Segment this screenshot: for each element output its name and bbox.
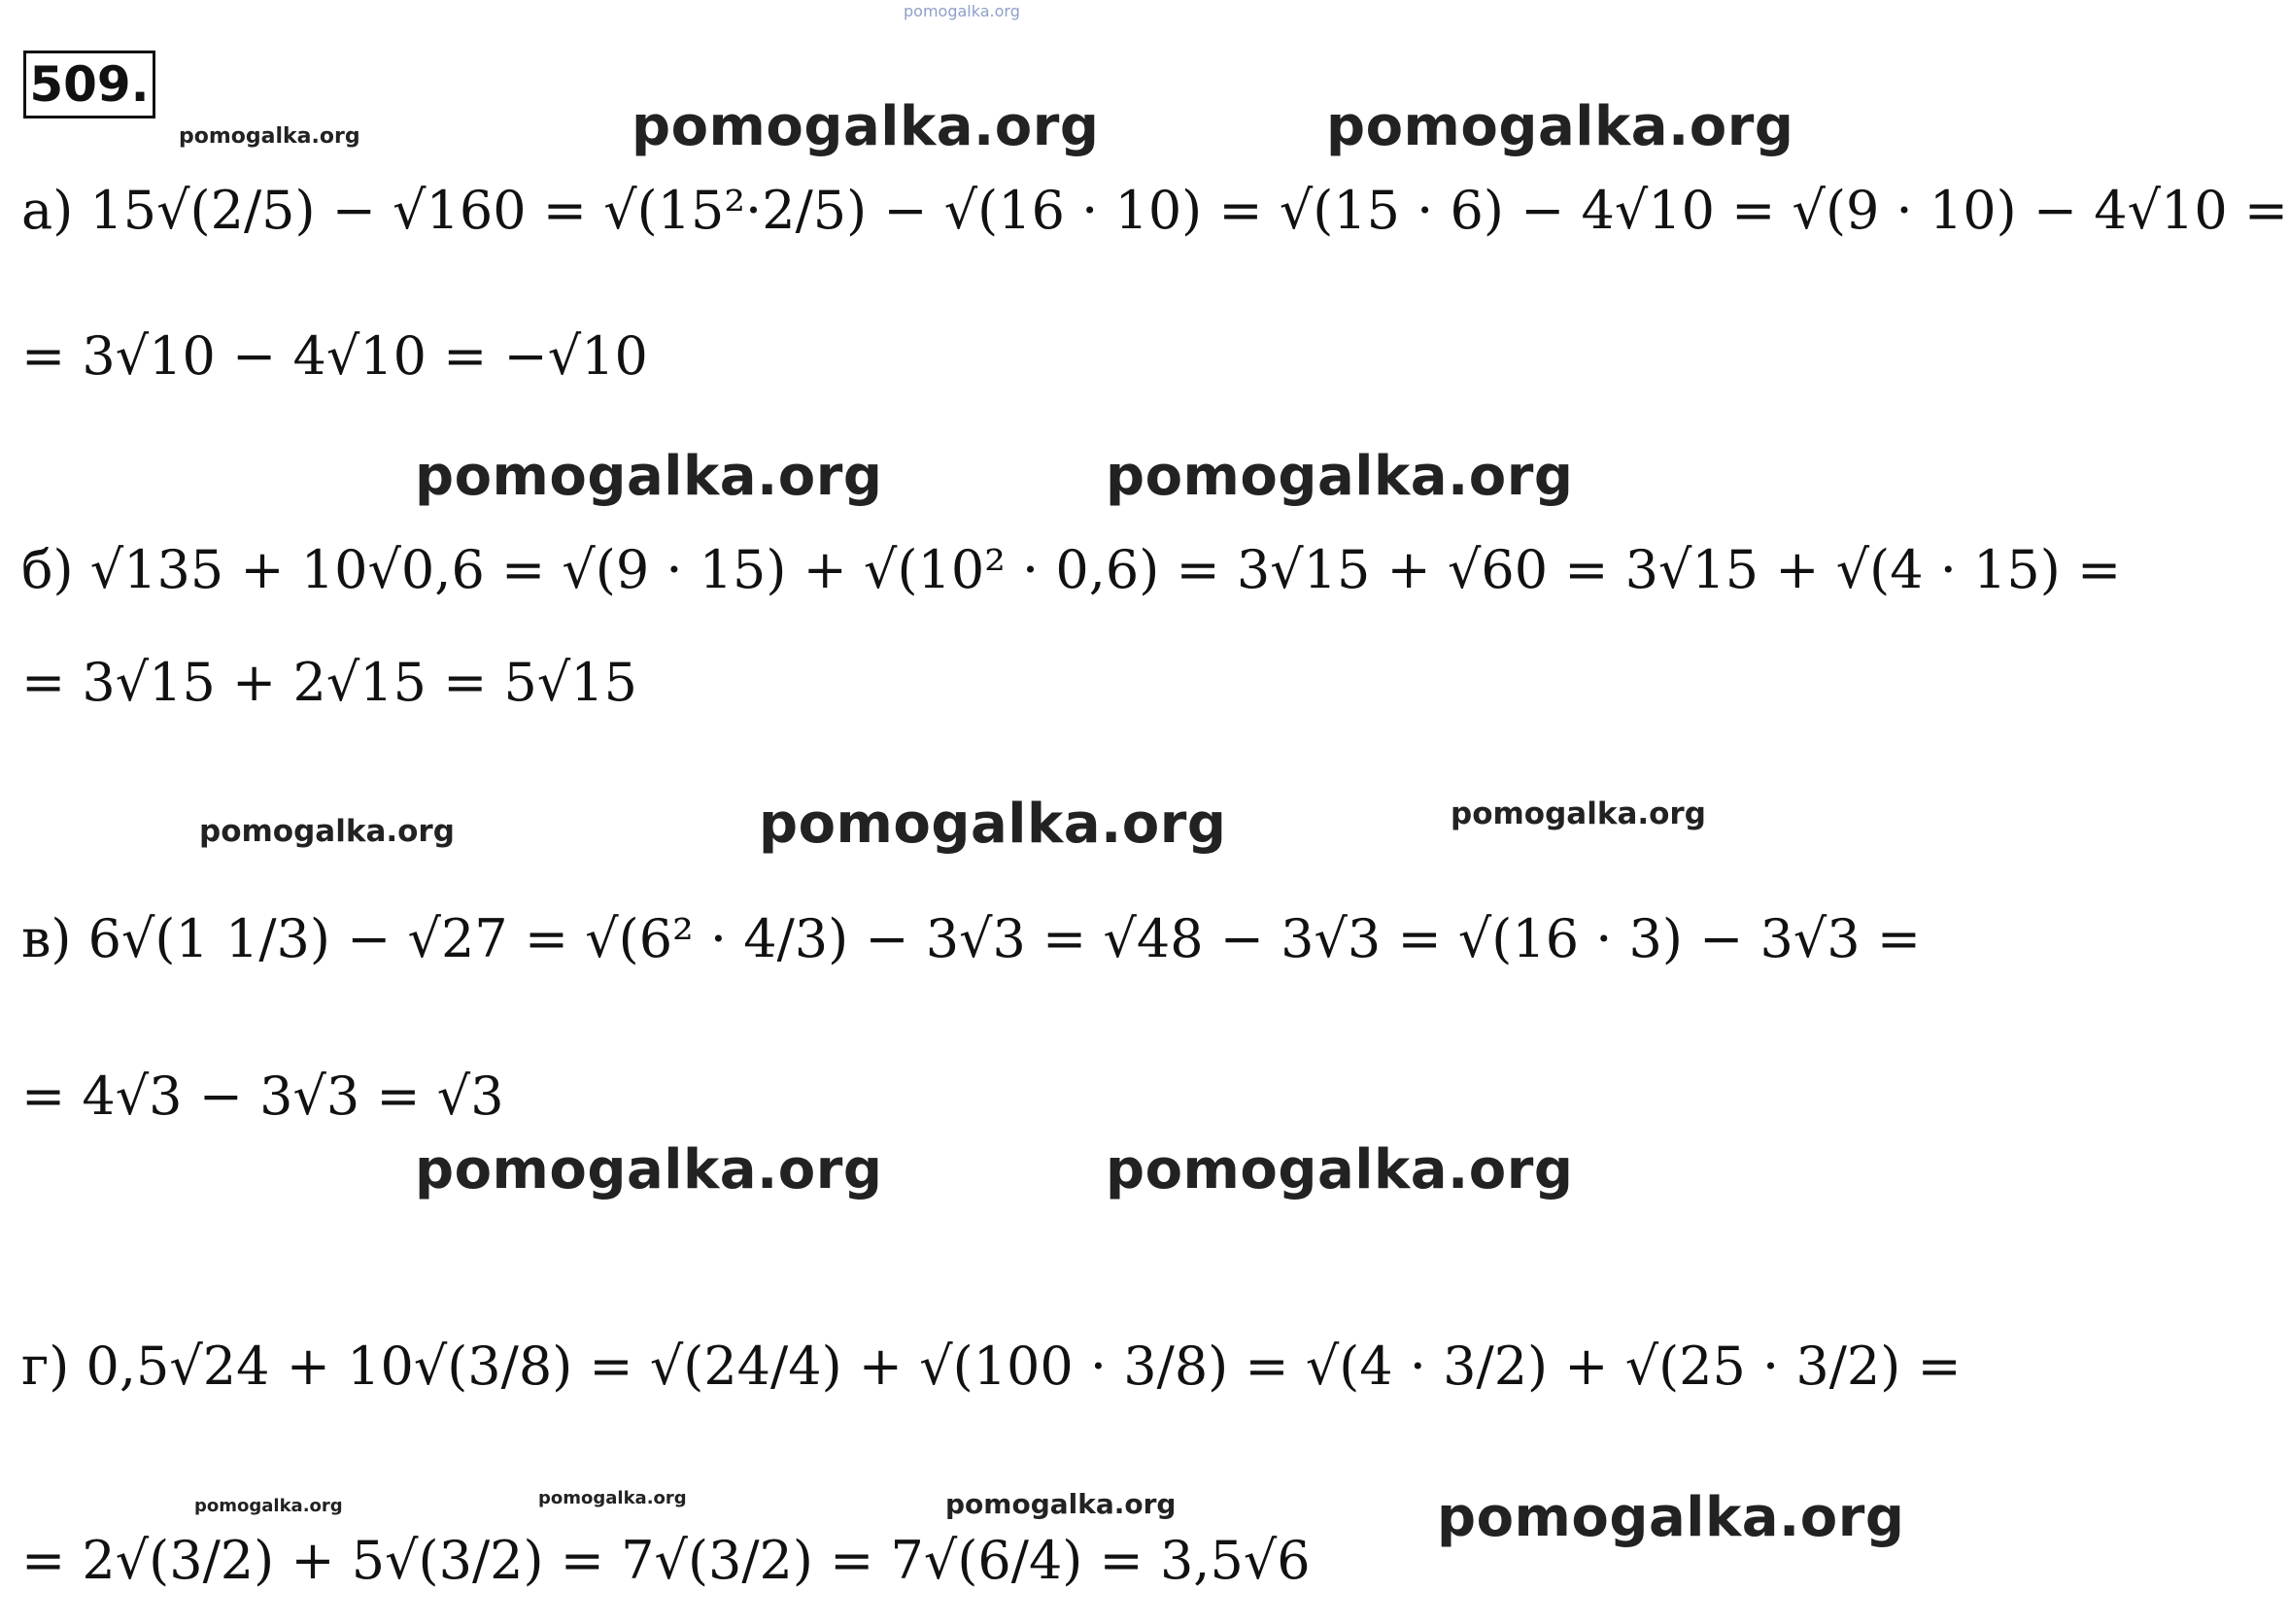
problem-number: 509. (23, 51, 155, 118)
watermark: pomogalka.org (1106, 1138, 1574, 1201)
watermark: pomogalka.org (1326, 95, 1794, 158)
solution-line-v1: в) 6√(1 1/3) − √27 = √(6² · 4/3) − 3√3 = √48 − 3√3 = √(16 · 3) − 3√3 = (21, 908, 1922, 969)
watermark: pomogalka.org (415, 1138, 883, 1201)
solution-line-v2: = 4√3 − 3√3 = √3 (21, 1066, 504, 1127)
solution-line-g2: = 2√(3/2) + 5√(3/2) = 7√(3/2) = 7√(6/4) = 3,5√6 (21, 1530, 1311, 1591)
watermark: pomogalka.org (179, 124, 360, 149)
watermark: pomogalka.org (1106, 445, 1574, 508)
watermark: pomogalka.org (759, 793, 1227, 856)
watermark: pomogalka.org (1437, 1486, 1905, 1549)
watermark: pomogalka.org (199, 814, 455, 849)
watermark: pomogalka.org (415, 445, 883, 508)
solution-line-b1: б) √135 + 10√0,6 = √(9 · 15) + √(10² · 0,6) = 3√15 + √60 = 3√15 + √(4 · 15) = (21, 539, 2122, 600)
solution-line-g1: г) 0,5√24 + 10√(3/8) = √(24/4) + √(100 · 3/8) = √(4 · 3/2) + √(25 · 3/2) = (21, 1336, 1962, 1397)
watermark: pomogalka.org (632, 95, 1100, 158)
watermark: pomogalka.org (538, 1488, 687, 1508)
watermark: pomogalka.org (194, 1496, 343, 1516)
solution-line-a2: = 3√10 − 4√10 = −√10 (21, 325, 648, 387)
solution-line-a1: а) 15√(2/5) − √160 = √(15²·2/5) − √(16 · 10) = √(15 · 6) − 4√10 = √(9 · 10) − 4√10 = (21, 180, 2288, 241)
watermark: pomogalka.org (1451, 796, 1706, 831)
solution-line-b2: = 3√15 + 2√15 = 5√15 (21, 652, 637, 713)
watermark: pomogalka.org (945, 1488, 1177, 1520)
watermark-top: pomogalka.org (904, 2, 1020, 20)
